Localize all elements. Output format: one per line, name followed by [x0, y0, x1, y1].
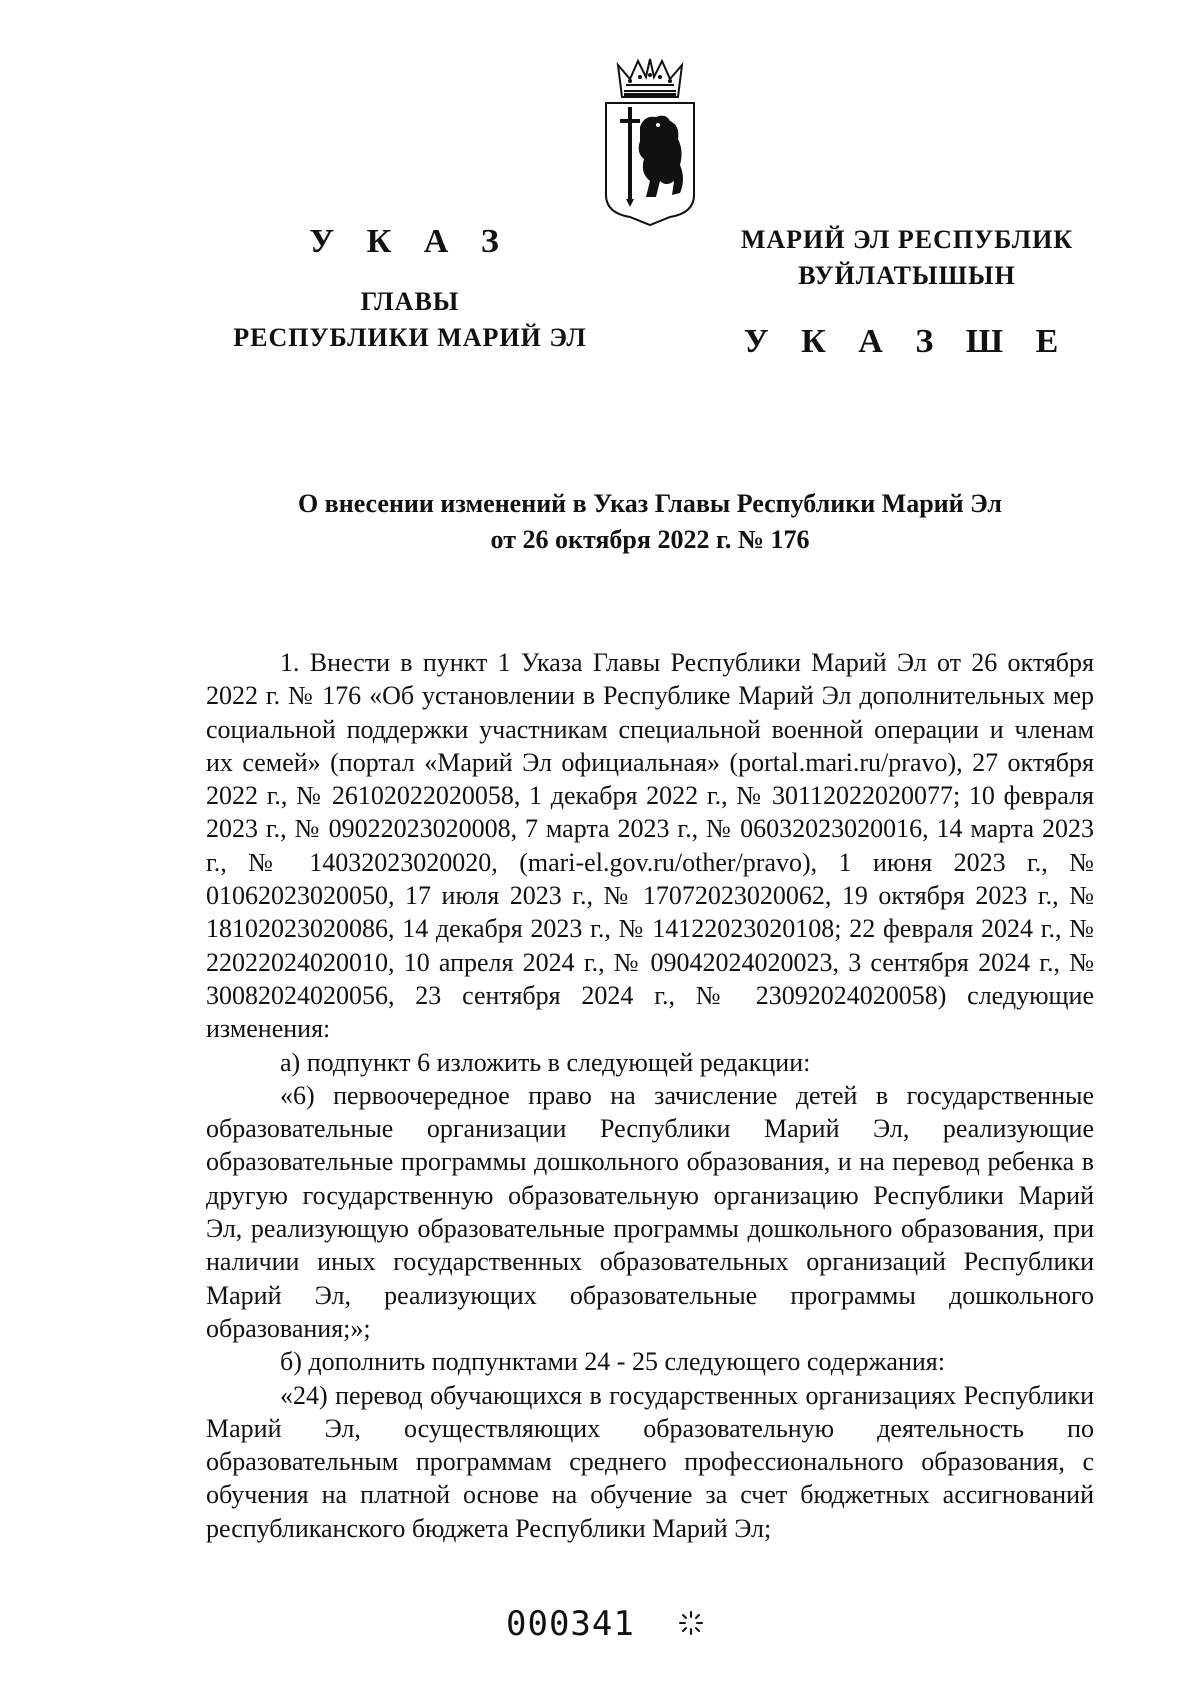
ukazshe-title: У К А З Ш Е	[743, 323, 1071, 360]
body-paragraph: «24) перевод обучающихся в государственных организациях Республики Марий Эл, осуществляющих образовательную деятельность по образовательным программам среднего профессионального образования, с обучения на платной основе на обучение за счет бюджетных ассигнований республиканского бюджета Республики Марий Эл;	[206, 1380, 1094, 1543]
body-paragraph: б) дополнить подпунктами 24 - 25 следующего содержания:	[280, 1347, 945, 1377]
ukaz-title: У К А З	[309, 223, 511, 260]
header-left	[200, 222, 620, 356]
header-left-line1: ГЛАВЫ	[360, 287, 460, 316]
body-paragraph: 1. Внести в пункт 1 Указа Главы Республики Марий Эл от 26 октября 2022 г. № 176 «Об установлении в Республике Марий Эл дополнительных мер социальной поддержки участникам специальной военной операции и членам их семей» (портал «Марий Эл официальная» (portal.mari.ru/pravo), 27 октября 2022 г., № 26102022020058, 1 декабря 2022 г., № 30112022020077; 10 февраля 2023 г., № 09022023020008, 7 марта 2023 г., № 06032023020016, 14 марта 2023 г., № 14032023020020, (mari-el.gov.ru/other/pravo), 1 июня 2023 г., № 01062023020050, 17 июля 2023 г., № 17072023020062, 19 октября 2023 г., № 18102023020086, 14 декабря 2023 г., № 14122023020108; 22 февраля 2024 г., № 22022024020010, 10 апреля 2024 г., № 09042024020023, 3 сентября 2024 г., № 30082024020056, 23 сентября 2024 г., № 23092024020058) следующие изменения:	[206, 648, 1094, 1044]
header-left-line2: РЕСПУБЛИКИ МАРИЙ ЭЛ	[233, 323, 587, 352]
document-title-line1: О внесении изменений в Указ Главы Республики Марий Эл	[297, 489, 1003, 518]
sparkle-mark-icon	[678, 1610, 704, 1636]
mari-el-coat-of-arms-icon	[600, 55, 700, 230]
document-title-line2: от 26 октября 2022 г. № 176	[490, 525, 810, 554]
document-title	[200, 486, 1100, 558]
document-serial-number: 000341	[506, 1604, 635, 1644]
header-right-line2: ВУЙЛАТЫШЫН	[798, 261, 1016, 290]
header-right	[712, 222, 1102, 362]
header-right-line1: МАРИЙ ЭЛ РЕСПУБЛИК	[740, 225, 1074, 254]
body-paragraph: «6) первоочередное право на зачисление детей в государственные образовательные организации Республики Марий Эл, реализующие образовательные программы дошкольного образования, и на перевод ребенка в другую государственную образовательную организацию Республики Марий Эл, реализующую образовательные программы дошкольного образования, при наличии иных государственных образовательных организаций Республики Марий Эл, реализующих образовательные программы дошкольного образования;»;	[206, 1080, 1094, 1343]
document-body	[206, 646, 1094, 1545]
body-paragraph: а) подпункт 6 изложить в следующей редакции:	[280, 1047, 811, 1077]
